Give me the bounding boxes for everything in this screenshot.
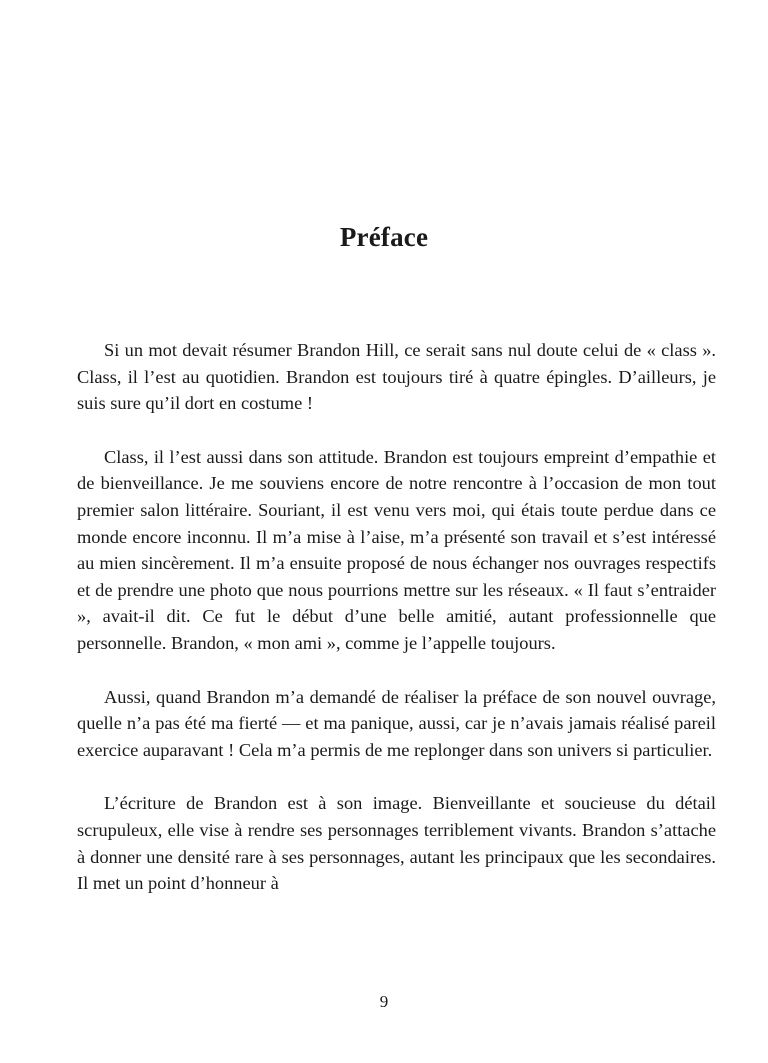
paragraph: L’écriture de Brandon est à son image. Bienveillante et soucieuse du détail scrupuleux, elle vise à rendre ses personnages terriblement vivants. Brandon s’attache à donner une densité rare à ses personnages, autant les principaux que les secondaires. Il met un point d’honneur à [77,793,716,894]
preface-body [77,337,716,924]
paragraph: Class, il l’est aussi dans son attitude. Brandon est toujours empreint d’empathie et de bienveillance. Je me souviens encore de notre rencontre à l’occasion de mon tout premier salon littéraire. Souriant, il est venu vers moi, qui étais toute perdue dans ce monde encore inconnu. Il m’a mise à l’aise, m’a présenté son travail et s’est intéressé au mien sincèrement. Il m’a ensuite proposé de nous échanger nos ouvrages respectifs et de prendre une photo que nous pourrions mettre sur les réseaux. « Il faut s’entraider », avait-il dit. Ce fut le début d’une belle amitié, autant professionnelle que personnelle. Brandon, « mon ami », comme je l’appelle toujours. [77,446,716,653]
page-title: Préface [339,222,429,252]
paragraph: Si un mot devait résumer Brandon Hill, ce serait sans nul doute celui de « class ». Class, il l’est au quotidien. Brandon est toujours tiré à quatre épingles. D’ailleurs, je suis sure qu’il dort en costume ! [77,340,716,414]
page-number: 9 [379,992,389,1011]
paragraph: Aussi, quand Brandon m’a demandé de réaliser la préface de son nouvel ouvrage, quelle n’a pas été ma fierté — et ma panique, aussi, car je n’avais jamais réalisé pareil exercice auparavant ! Cela m’a permis de me replonger dans son univers si particulier. [77,686,716,760]
